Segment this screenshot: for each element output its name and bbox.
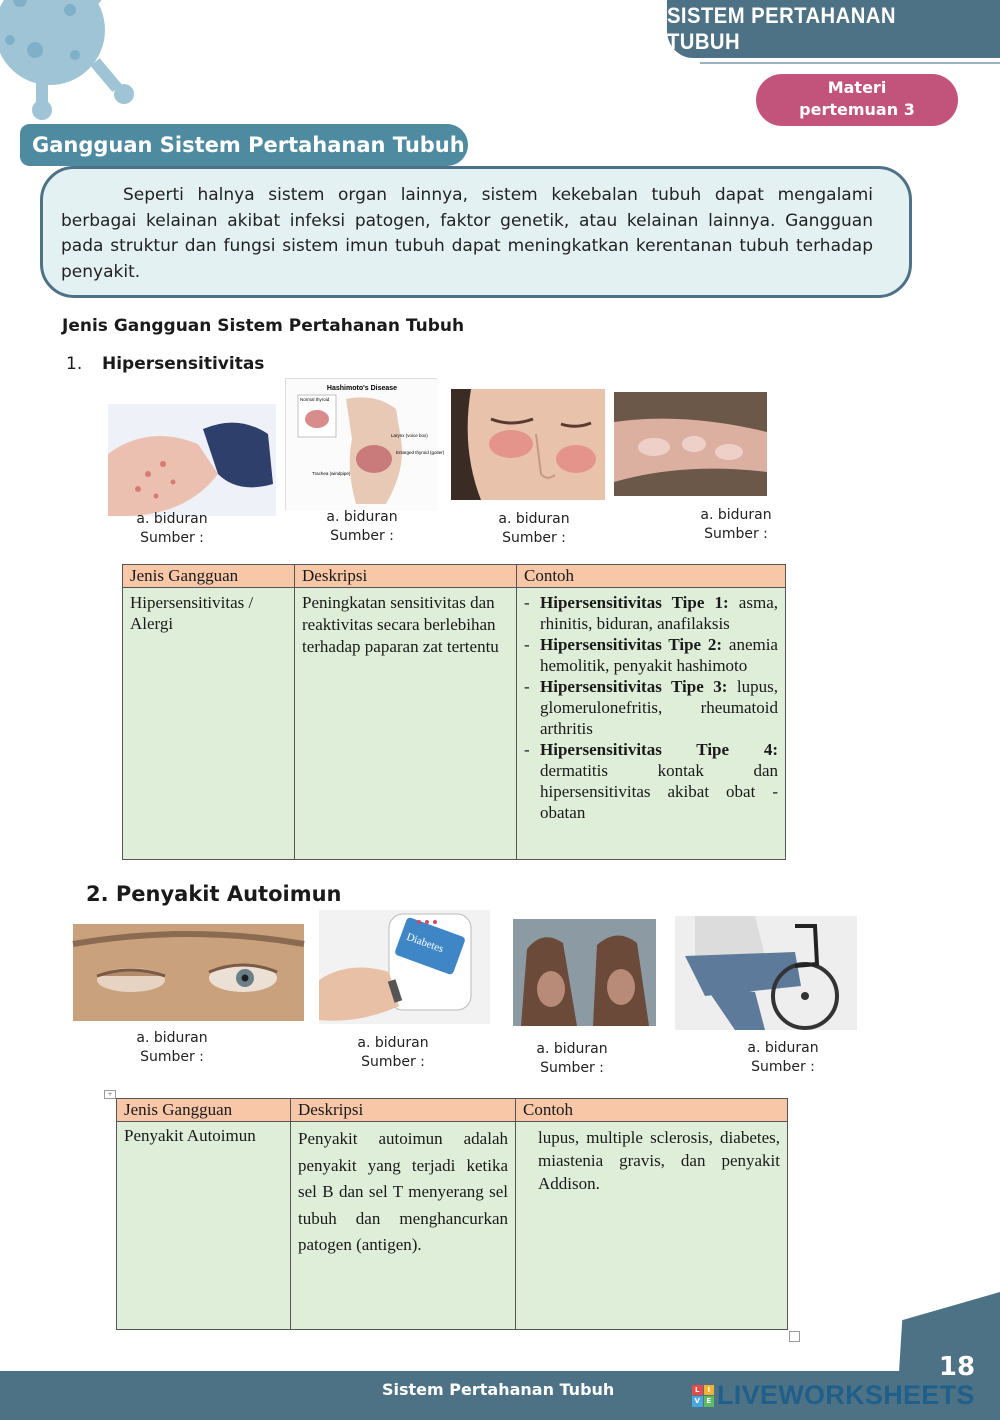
caption-label: a. biduran bbox=[326, 509, 398, 525]
logo-letter: V bbox=[692, 1396, 703, 1407]
th-contoh: Contoh bbox=[516, 1099, 788, 1122]
contoh-type: Hipersensitivitas Tipe 4: bbox=[540, 740, 778, 759]
hiper-caption-4 bbox=[666, 506, 806, 544]
th-jenis: Jenis Gangguan bbox=[123, 565, 295, 588]
hipersensitivitas-title: Hipersensitivitas bbox=[102, 354, 265, 374]
hiper-caption-3 bbox=[464, 510, 604, 548]
photo-hands-pigment bbox=[513, 919, 656, 1026]
section-title-text: Gangguan Sistem Pertahanan Tubuh bbox=[32, 133, 465, 157]
intro-box bbox=[40, 166, 912, 298]
hipersensitivitas-number: 1. bbox=[66, 354, 83, 374]
contoh-type: Hipersensitivitas Tipe 3: bbox=[540, 677, 728, 696]
contoh-dash: - bbox=[524, 593, 530, 612]
logo-letter: I bbox=[704, 1385, 715, 1396]
header-divider bbox=[700, 62, 1000, 64]
contoh-dash: - bbox=[524, 677, 530, 696]
caption-source: Sumber : bbox=[751, 1059, 815, 1075]
materi-badge-line1: Materi bbox=[827, 78, 887, 97]
contoh-examples: dermatitis kontak dan hipersensitivitas akibat obat - obatan bbox=[540, 761, 778, 822]
virus-illustration bbox=[0, 0, 150, 120]
autoimun-caption-1 bbox=[102, 1029, 242, 1067]
photo-baby-arm-rash bbox=[108, 404, 276, 516]
contoh-item bbox=[524, 634, 778, 676]
hiper-caption-2 bbox=[292, 508, 432, 546]
caption-source: Sumber : bbox=[140, 530, 204, 546]
caption-label: a. biduran bbox=[357, 1035, 429, 1051]
liveworksheets-logo[interactable] bbox=[692, 1380, 975, 1411]
autoimun-caption-3 bbox=[502, 1040, 642, 1078]
th-deskripsi: Deskripsi bbox=[295, 565, 517, 588]
td-contoh: lupus, multiple sclerosis, diabetes, miastenia gravis, dan penyakit Addison. bbox=[516, 1122, 788, 1330]
caption-source: Sumber : bbox=[361, 1054, 425, 1070]
caption-source: Sumber : bbox=[502, 530, 566, 546]
meter-screen-text: Diabetes bbox=[404, 930, 446, 956]
contoh-dash: - bbox=[524, 635, 530, 654]
autoimun-caption-4 bbox=[713, 1039, 853, 1077]
logo-letter: E bbox=[704, 1396, 715, 1407]
caption-label: a. biduran bbox=[700, 507, 772, 523]
photo-hashimoto-diagram bbox=[285, 378, 445, 510]
hashimoto-label-enlarged: Enlarged thyroid (goiter) bbox=[396, 450, 445, 455]
contoh-examples: lupus, glomerulonefritis, rheumatoid arthritis bbox=[540, 677, 778, 738]
photo-wheelchair bbox=[675, 916, 857, 1030]
materi-badge-line2: pertemuan 3 bbox=[799, 100, 915, 119]
caption-label: a. biduran bbox=[747, 1040, 819, 1056]
header-bar bbox=[667, 0, 1000, 58]
contoh-item bbox=[524, 739, 778, 823]
liveworksheets-logo-icon bbox=[692, 1385, 714, 1407]
caption-label: a. biduran bbox=[536, 1041, 608, 1057]
td-jenis: Penyakit Autoimun bbox=[117, 1122, 291, 1330]
autoimun-caption-2 bbox=[323, 1034, 463, 1072]
header-title: SISTEM PERTAHANAN TUBUH bbox=[666, 3, 896, 54]
photo-face-rash bbox=[451, 389, 605, 500]
autoimun-table bbox=[100, 1092, 804, 1348]
logo-letter: L bbox=[692, 1385, 703, 1396]
table-resize-handle-icon[interactable] bbox=[789, 1331, 800, 1342]
td-contoh bbox=[517, 588, 786, 860]
caption-label: a. biduran bbox=[136, 511, 208, 527]
hashimoto-label-larynx: Larynx (voice box) bbox=[391, 433, 428, 438]
caption-source: Sumber : bbox=[540, 1060, 604, 1076]
photo-arm-hives bbox=[614, 392, 767, 496]
autoimun-title: 2. Penyakit Autoimun bbox=[86, 882, 342, 906]
hipersensitivitas-heading bbox=[66, 354, 264, 374]
hipersensitivitas-table bbox=[110, 558, 794, 874]
liveworksheets-logo-text: LIVEWORKSHEETS bbox=[717, 1380, 975, 1410]
photo-diabetes-meter bbox=[319, 910, 490, 1024]
caption-source: Sumber : bbox=[704, 526, 768, 542]
caption-label: a. biduran bbox=[136, 1030, 208, 1046]
hashimoto-label-normal: Normal thyroid bbox=[300, 397, 330, 402]
hiper-caption-1 bbox=[102, 510, 242, 548]
contoh-dash: - bbox=[524, 740, 530, 759]
caption-label: a. biduran bbox=[498, 511, 570, 527]
types-heading: Jenis Gangguan Sistem Pertahanan Tubuh bbox=[62, 316, 465, 336]
contoh-type: Hipersensitivitas Tipe 1: bbox=[540, 593, 729, 612]
footer-text: Sistem Pertahanan Tubuh bbox=[382, 1380, 615, 1399]
contoh-examples: asma, rhinitis, biduran, anafilaksis bbox=[540, 593, 778, 633]
hashimoto-figure-title: Hashimoto's Disease bbox=[326, 385, 398, 392]
materi-badge bbox=[756, 74, 958, 126]
caption-source: Sumber : bbox=[330, 528, 394, 544]
photo-eyes-ptosis bbox=[73, 924, 304, 1021]
table-move-handle-icon[interactable]: + bbox=[104, 1090, 116, 1099]
td-deskripsi: Penyakit autoimun adalah penyakit yang terjadi ketika sel B dan sel T menyerang sel tubuh dan menghancurkan patogen (antigen). bbox=[291, 1122, 516, 1330]
th-deskripsi: Deskripsi bbox=[291, 1099, 516, 1122]
section-title bbox=[20, 124, 468, 166]
intro-text: Seperti halnya sistem organ lainnya, sistem kekebalan tubuh dapat mengalami berbagai kelainan akibat infeksi patogen, faktor genetik, atau kelainan lainnya. Gangguan pada struktur dan fungsi sistem imun tubuh dapat meningkatkan kerentanan tubuh terhadap penyakit. bbox=[61, 185, 873, 282]
td-jenis: Hipersensitivitas / Alergi bbox=[123, 588, 295, 860]
contoh-item bbox=[524, 676, 778, 739]
contoh-examples: anemia hemolitik, penyakit hashimoto bbox=[540, 635, 778, 675]
contoh-item bbox=[524, 592, 778, 634]
th-jenis: Jenis Gangguan bbox=[117, 1099, 291, 1122]
contoh-list bbox=[524, 592, 778, 823]
hashimoto-label-trachea: Trachea (windpipe) bbox=[312, 471, 351, 476]
th-contoh: Contoh bbox=[517, 565, 786, 588]
contoh-type: Hipersensitivitas Tipe 2: bbox=[540, 635, 723, 654]
page-number: 18 bbox=[938, 1352, 976, 1382]
caption-source: Sumber : bbox=[140, 1049, 204, 1065]
td-deskripsi: Peningkatan sensitivitas dan reaktivitas secara berlebihan terhadap paparan zat tertentu bbox=[295, 588, 517, 860]
